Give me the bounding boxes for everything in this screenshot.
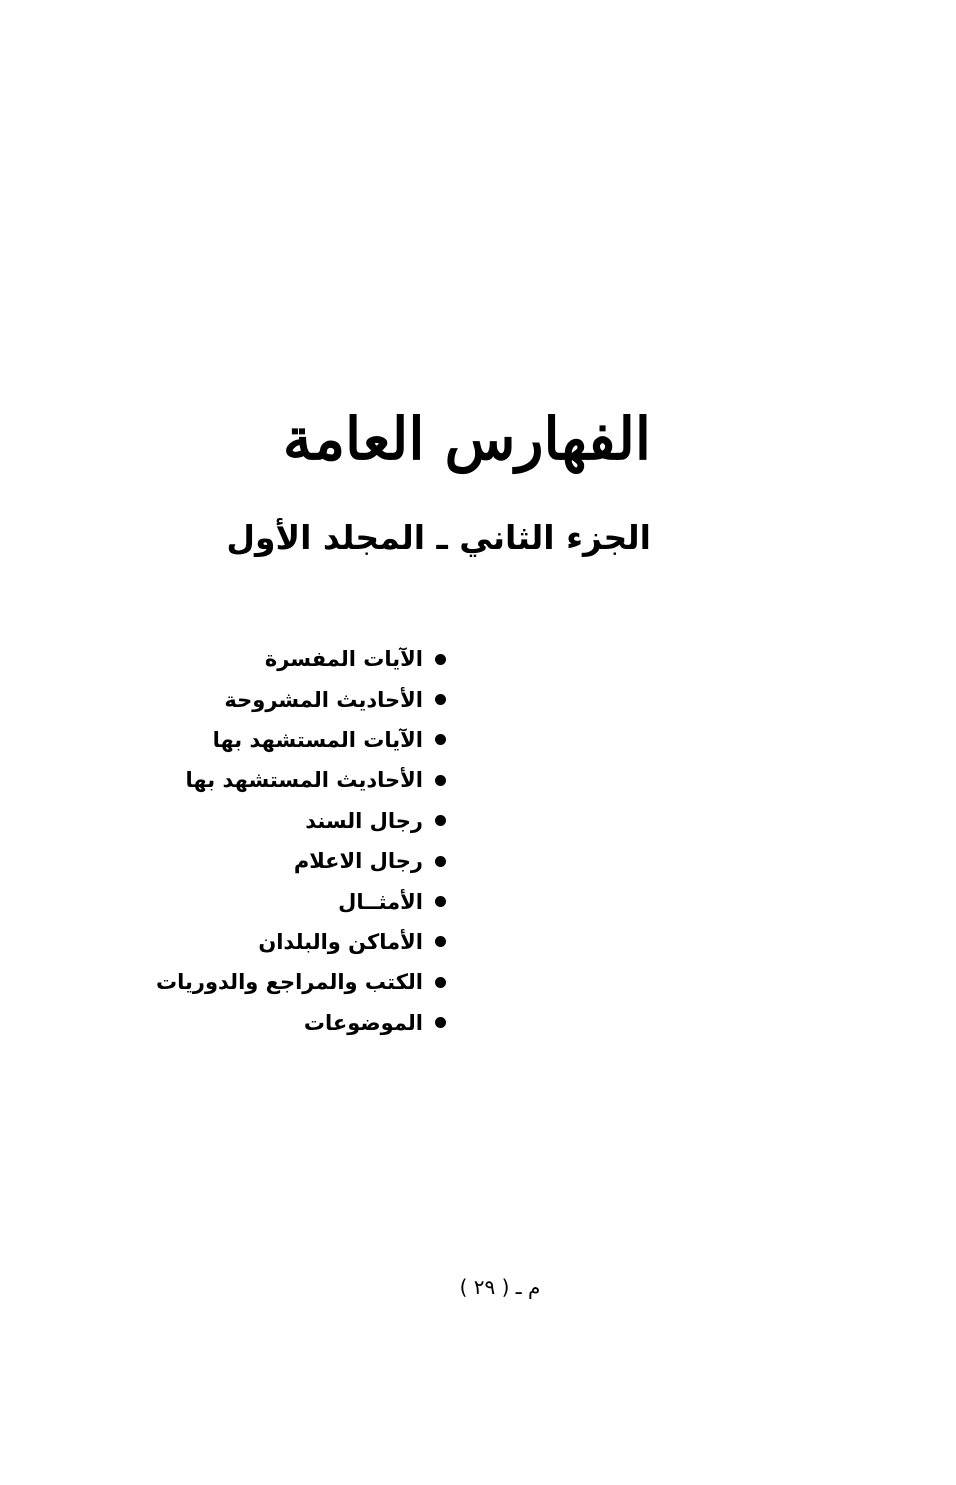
list-item-label: الكتب والمراجع والدوريات (156, 970, 423, 995)
list-item-label: الأحاديث المستشهد بها (185, 768, 423, 793)
bullet-icon (435, 977, 446, 988)
list-item (156, 679, 446, 719)
list-item (156, 720, 446, 760)
bullet-icon (435, 775, 446, 786)
bullet-icon (435, 815, 446, 826)
list-item-label: الموضوعات (303, 1010, 423, 1035)
list-item-label: رجال السند (305, 808, 423, 833)
list-item (156, 841, 446, 881)
page-subtitle: الجزء الثاني ـ المجلد الأول (226, 518, 651, 557)
list-item-label: الأمثــال (338, 889, 423, 914)
list-item-label: الآيات المستشهد بها (212, 727, 423, 752)
list-item (156, 639, 446, 679)
list-item-label: الأحاديث المشروحة (224, 687, 423, 712)
list-item (156, 760, 446, 800)
list-item-label: رجال الاعلام (293, 849, 423, 874)
list-item-label: الأماكن والبلدان (258, 929, 423, 954)
list-item (156, 881, 446, 921)
list-item (156, 801, 446, 841)
list-item-label: الآيات المفسرة (264, 647, 423, 672)
bullet-icon (435, 936, 446, 947)
signature-mark: م ـ ( ٢٩ ) (459, 1275, 541, 1299)
page-title: الفهارس العامة (282, 405, 651, 473)
list-item (156, 962, 446, 1002)
list-item (156, 1003, 446, 1043)
list-item (156, 922, 446, 962)
bullet-icon (435, 654, 446, 665)
bullet-icon (435, 1017, 446, 1028)
bullet-icon (435, 896, 446, 907)
bullet-icon (435, 694, 446, 705)
bullet-icon (435, 856, 446, 867)
index-list (156, 639, 446, 1043)
bullet-icon (435, 734, 446, 745)
